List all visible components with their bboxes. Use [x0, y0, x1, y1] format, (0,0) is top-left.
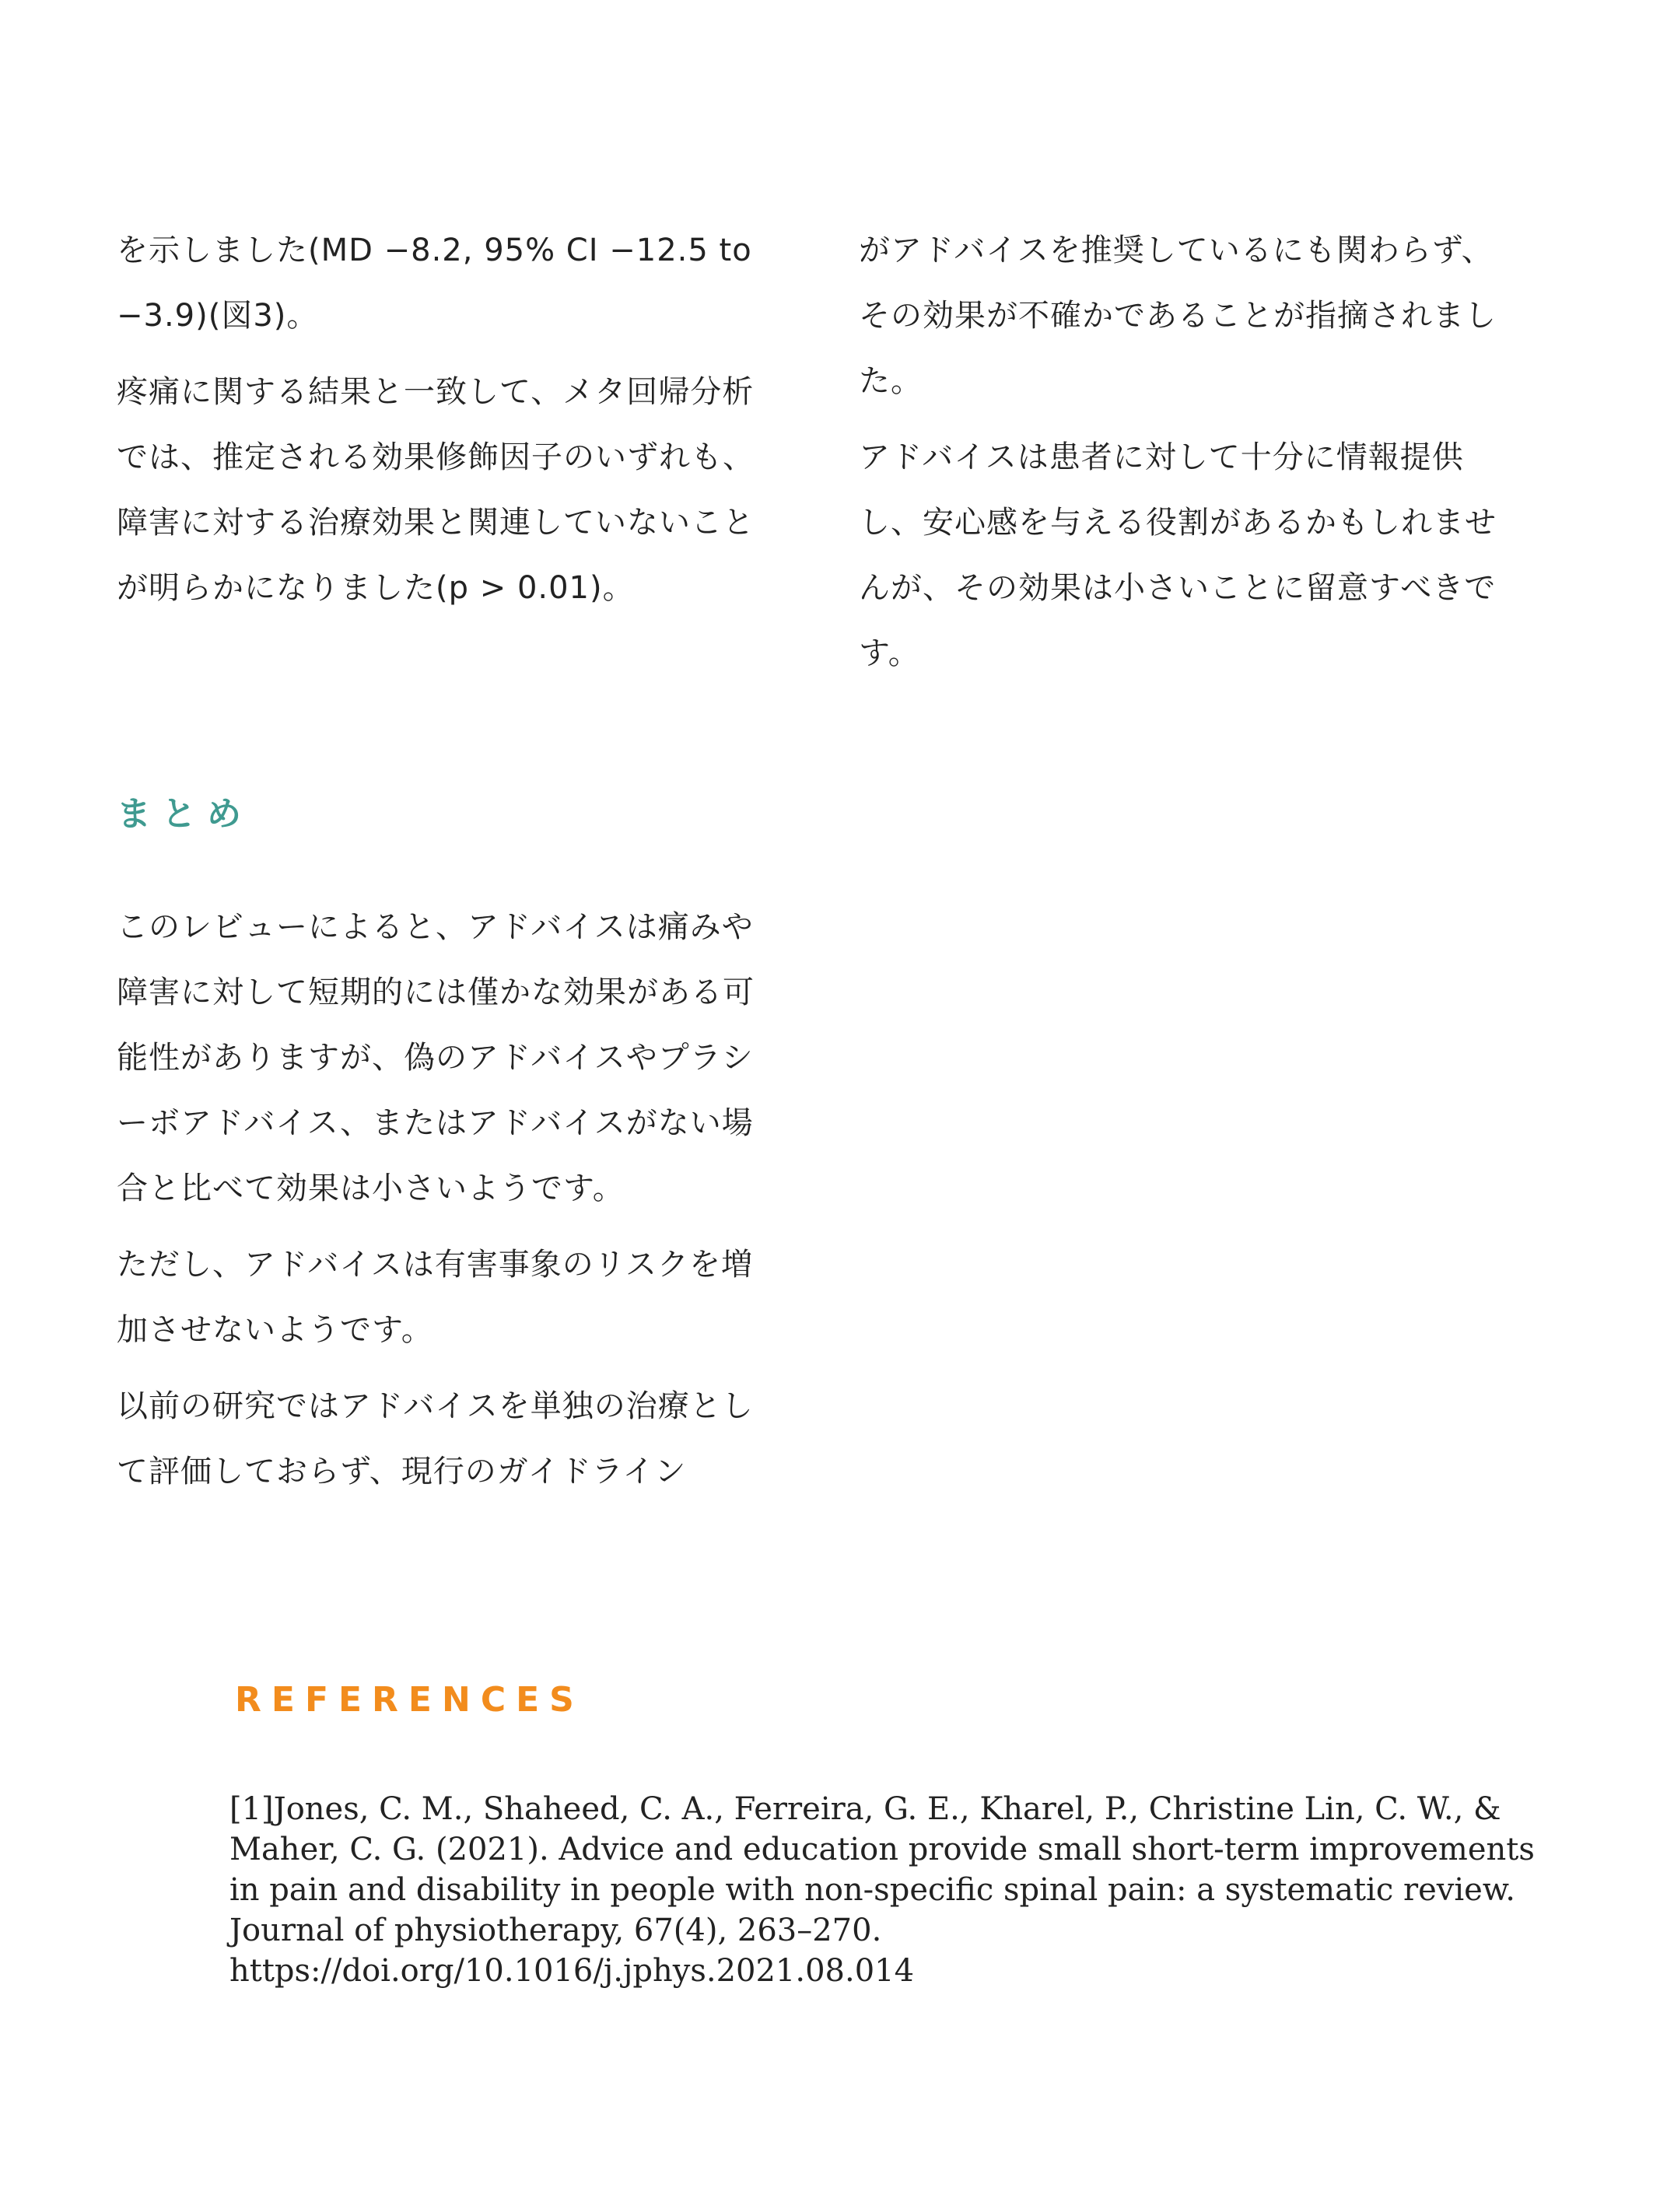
right-column: [859, 218, 1512, 697]
summary-body: [117, 894, 770, 1515]
summary-paragraph-3: 以前の研究ではアドバイスを単独の治療として評価しておらず、現行のガイドライン: [117, 1388, 754, 1489]
summary-heading: まとめ: [117, 794, 252, 834]
summary-paragraph-2: ただし、アドバイスは有害事象のリスクを増加させないようです。: [117, 1247, 753, 1348]
paragraph-guidelines: がアドバイスを推奨しているにも関わらず、その効果が不確かであることが指摘されました。: [859, 233, 1497, 399]
left-column-top: [117, 218, 770, 632]
paragraph-results-continued: を示しました(MD −8.2, 95% CI −12.5 to −3.9)(図3)。: [117, 233, 752, 334]
paragraph-meta-regression: 疼痛に関する結果と一致して、メタ回帰分析では、推定される効果修飾因子のいずれも、障害に対する治療効果と関連していないことが明らかになりました(p > 0.01)。: [117, 374, 755, 606]
reference-entry: [1]Jones, C. M., Shaheed, C. A., Ferreira, G. E., Kharel, P., Christine Lin, C. W., & Maher, C. G. (2021). Advice and education provide small short-term improvements in pain and disability in people with non-specific spinal pain: a systematic review. Journal of physiotherapy, 67(4), 263–270. https://doi.org/10.1016/j.jphys.2021.08.014: [229, 1791, 1535, 1989]
paragraph-advice-role: アドバイスは患者に対して十分に情報提供し、安心感を与える役割があるかもしれませんが、その効果は小さいことに留意すべきです。: [859, 439, 1497, 671]
summary-paragraph-1: このレビューによると、アドバイスは痛みや障害に対して短期的には僅かな効果がある可能性がありますが、偽のアドバイスやプラシーボアドバイス、またはアドバイスがない場合と比べて効果は小さいようです。: [117, 909, 755, 1206]
references-heading: REFERENCES: [235, 1680, 584, 1720]
